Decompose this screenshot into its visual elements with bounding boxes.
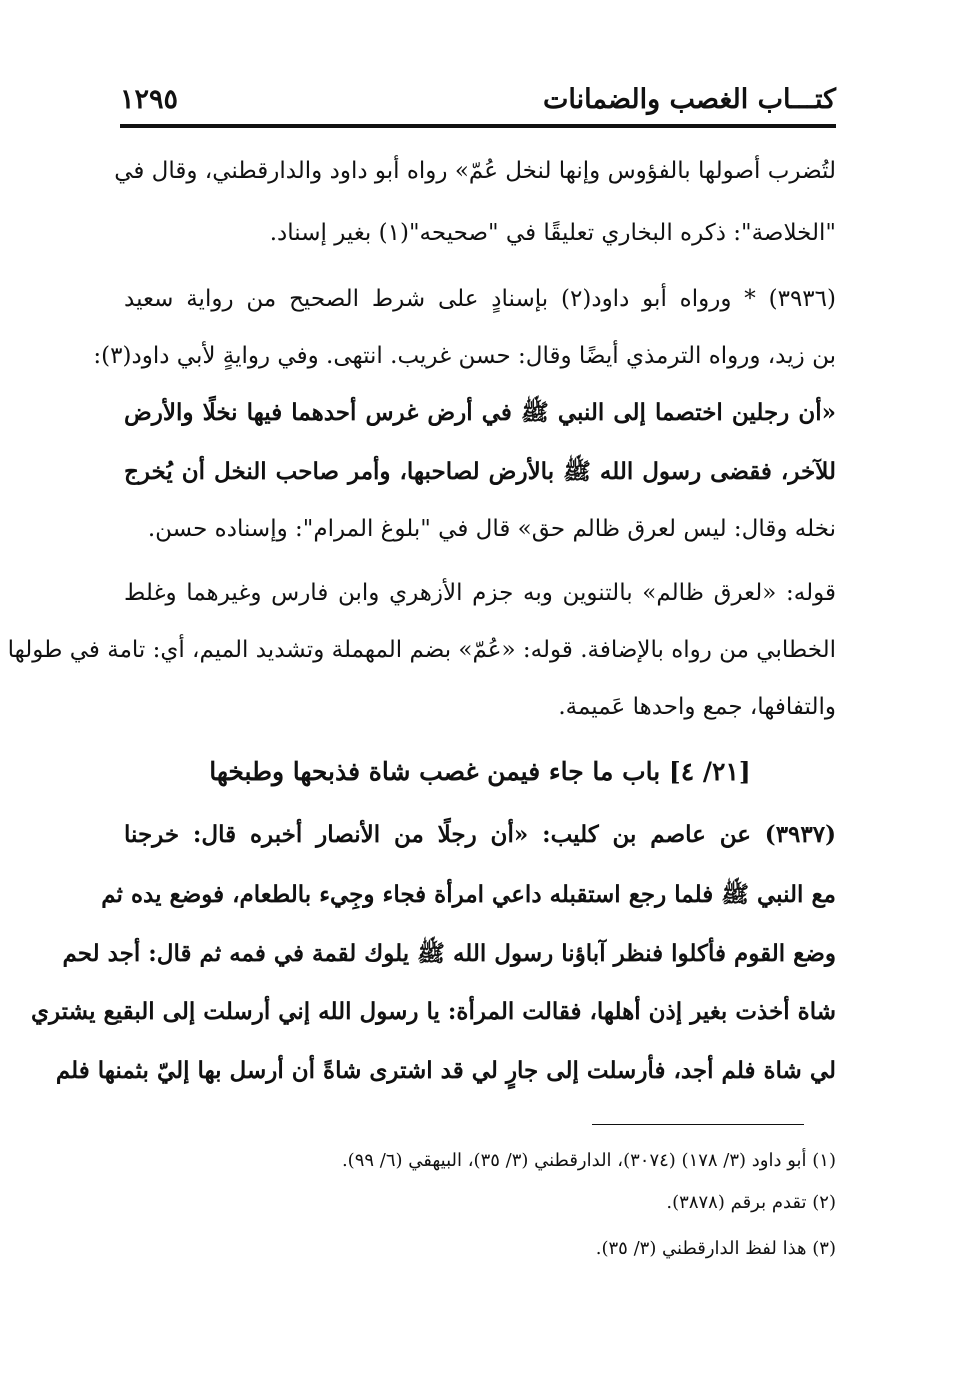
text-line: للآخر، فقضى رسول الله ﷺ بالأرض لصاحبها، وأمر صاحب النخل أن يُخرج <box>124 458 836 485</box>
footnote: (٣) هذا لفظ الدارقطني (٣/ ٣٥). <box>595 1238 836 1259</box>
chapter-heading: [٢١/ ٤] باب ما جاء فيمن غصب شاة فذبحها وطبخها <box>209 757 751 786</box>
page-number: ١٢٩٥ <box>120 84 179 115</box>
text-line: مع النبي ﷺ فلما رجع استقبله داعي امرأة فجاء وجِيء بالطعام، فوضع يده ثم <box>101 881 836 908</box>
text-line: قوله: «لعرق ظالم» بالتنوين وبه جزم الأزهري وابن فارس وغيرهما وغلط <box>124 580 836 606</box>
text-line: بن زيد، ورواه الترمذي أيضًا وقال: حسن غريب. انتهى. وفي روايةٍ لأبي داود(٣): <box>93 343 836 369</box>
book-title: كتـــاب الغصب والضمانات <box>542 84 836 115</box>
text-line: الخطابي من رواه بالإضافة. قوله: «عُمّ» بضم المهملة وتشديد الميم، أي: تامة في طولها <box>7 637 836 663</box>
text-line: شاة أخذت بغير إذن أهلها، فقالت المرأة: يا رسول الله إني أرسلت إلى البقيع يشتري <box>30 998 836 1025</box>
footnote: (١) أبو داود (٣/ ١٧٨) (٣٠٧٤)، الدارقطني (٣/ ٣٥)، البيهقي (٦/ ٩٩). <box>341 1150 836 1171</box>
page-header <box>120 84 836 124</box>
text-line: وضع القوم فأكلوا فنظر آباؤنا رسول الله ﷺ يلوك لقمة في فمه ثم قال: أجد لحم <box>62 940 836 967</box>
footnote-rule <box>592 1124 804 1125</box>
text-line: والتفافها، جمع واحدها عَميمة. <box>558 694 836 720</box>
text-line: نخله وقال: ليس لعرق ظالم حق» قال في "بلوغ المرام": وإسناده حسن. <box>147 516 836 542</box>
footnote: (٢) تقدم برقم (٣٨٧٨). <box>666 1192 836 1213</box>
text-line: «أن رجلين اختصما إلى النبي ﷺ في أرض غرس أحدهما فيها نخلًا والأرض <box>124 399 836 426</box>
text-line: (٣٩٣٦) * ورواه أبو داود(٢) بإسنادٍ على شرط الصحيح من رواية سعيد <box>124 286 836 312</box>
header-rule <box>120 124 836 128</box>
text-line: لتُضرب أصولها بالفؤوس وإنها لنخل عُمّ» رواه أبو داود والدارقطني، وقال في <box>114 158 836 184</box>
text-line: لي شاة فلم أجد، فأرسلت إلى جارٍ لي قد اشترى شاةً أن أرسل بها إليّ بثمنها فلم <box>55 1057 836 1084</box>
text-line: (٣٩٣٧) عن عاصم بن كليب: «أن رجلًا من الأنصار أخبره قال: خرجنا <box>124 821 836 848</box>
text-line: "الخلاصة": ذكره البخاري تعليقًا في "صحيحه"(١) بغير إسناد. <box>269 220 836 246</box>
